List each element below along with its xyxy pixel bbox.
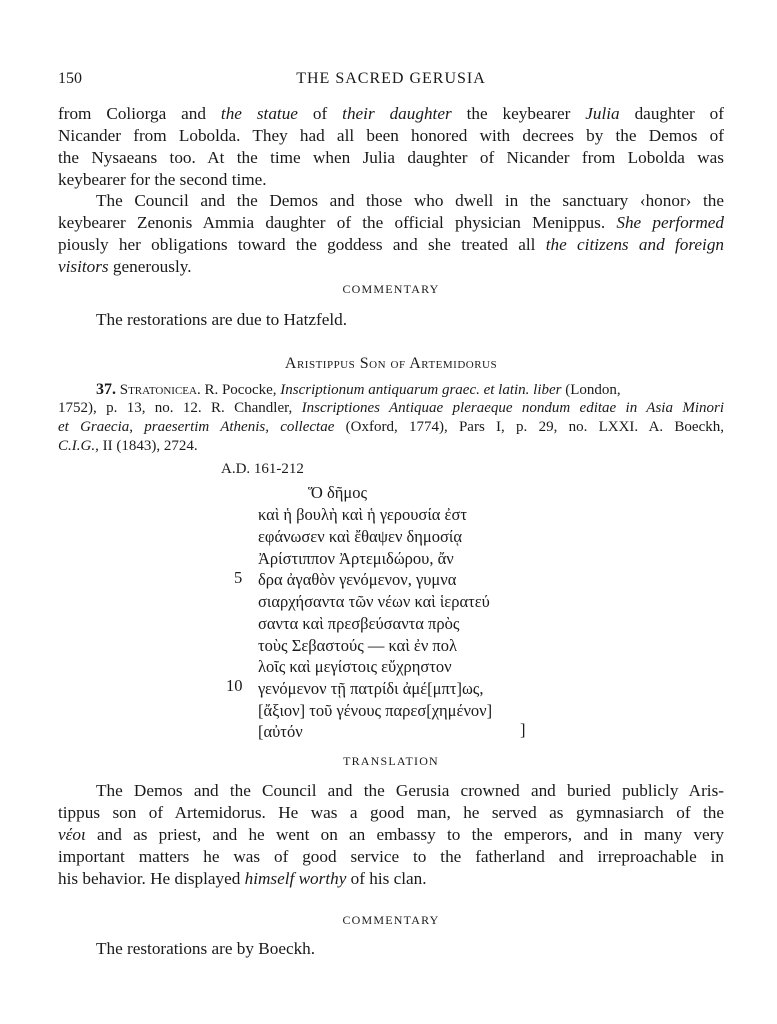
inscription-line: Ἀρίστιππον Ἀρτεμιδώρου, ἄν	[258, 549, 454, 568]
closing-bracket: ]	[520, 720, 526, 739]
para1-line: from Coliorga and the statue of their daughter the keybearer Julia daughter of	[58, 104, 724, 123]
italic-text: their daughter	[342, 104, 452, 123]
page-header	[58, 70, 724, 92]
page-number: 150	[58, 70, 82, 87]
para1-line: Nicander from Lobolda. They had all been honored with decrees by the Demos of	[58, 126, 724, 145]
inscription-line: δρα ἀγαθὸν γενόμενον, γυμνα	[258, 570, 457, 589]
inscription-line: [αὐτόν	[258, 722, 303, 741]
inscription-line: γενόμενον τῇ πατρίδι ἀμέ[μπτ]ως,	[258, 679, 484, 698]
translation-line: important matters he was of good service to the fatherland and irreproachable in	[58, 847, 724, 866]
entry-ref-line: 1752), p. 13, no. 12. R. Chandler, Inscriptiones Antiquae pleraeque nondum editae in Asia Minori	[58, 400, 724, 416]
para2-line: visitors generously.	[58, 257, 192, 276]
entry-ref-text: Stratonicea. R. Pococke, Inscriptionum antiquarum graec. et latin. liber (London,	[119, 382, 621, 398]
inscription-line: Ὅ δῆμος	[308, 483, 367, 502]
line-number: 10	[226, 676, 243, 695]
italic-text: visitors	[58, 257, 109, 276]
running-head: THE SACRED GERUSIA	[296, 70, 486, 87]
commentary-heading: COMMENTARY	[342, 282, 440, 296]
italic-text: himself worthy	[244, 869, 347, 888]
italic-text: Inscriptionum antiquarum graec. et latin. liber	[280, 382, 562, 398]
inscription-line: τοὺς Σεβαστούς — καὶ ἐν πολ	[258, 636, 457, 655]
italic-text: et Graecia, praesertim Athenis, collectae	[58, 419, 335, 435]
smallcaps-text: Stratonicea.	[119, 382, 201, 398]
inscription-line: λοῖς καὶ μεγίστοις εὔχρηστον	[258, 657, 452, 676]
entry-ref-line: et Graecia, praesertim Athenis, collectae (Oxford, 1774), Pars I, p. 29, no. LXXI. A. Boeckh,	[58, 419, 725, 435]
para2-line: piously her obligations toward the goddess and she treated all the citizens and foreign	[58, 235, 725, 254]
italic-text: νέοι	[58, 825, 86, 844]
translation-line: his behavior. He displayed himself worthy of his clan.	[58, 869, 427, 888]
inscription-line: καὶ ἡ βουλὴ καὶ ἡ γερουσία ἐστ	[258, 505, 467, 524]
para2-line: keybearer Zenonis Ammia daughter of the official physician Menippus. She performed	[58, 213, 724, 232]
italic-text: Inscriptiones Antiquae pleraeque nondum editae in Asia Minori	[301, 400, 724, 416]
translation-line: tippus son of Artemidorus. He was a good man, he served as gymnasiarch of the	[58, 803, 724, 822]
section-title: Aristippus Son of Artemidorus	[284, 355, 498, 372]
italic-text: the citizens and foreign	[545, 235, 725, 254]
inscription-line: σιαρχήσαντα τῶν νέων καὶ ἱερατεύ	[258, 592, 490, 611]
inscription-line: [ἄξιον] τοῦ γένους παρεσ[χημένον]	[258, 701, 493, 720]
translation-line: νέοι and as priest, and he went on an embassy to the emperors, and in many very	[58, 825, 724, 844]
para1-line: keybearer for the second time.	[58, 170, 267, 189]
entry-ref-line: C.I.G., II (1843), 2724.	[58, 438, 198, 454]
para1-line: the Nysaeans too. At the time when Julia daughter of Nicander from Lobolda was	[58, 148, 724, 167]
commentary-text: The restorations are due to Hatzfeld.	[96, 310, 348, 329]
italic-text: the statue	[220, 104, 298, 123]
document-page	[58, 0, 724, 1024]
inscription-date	[221, 461, 304, 478]
line-number: 5	[234, 568, 243, 587]
para2-line: The Council and the Demos and those who dwell in the sanctuary ‹honor› the	[96, 191, 724, 210]
italic-text: Julia	[585, 104, 620, 123]
date-text: A.D. 161-212	[221, 461, 304, 477]
translation-line: The Demos and the Council and the Gerusia crowned and buried publicly Aris-	[96, 781, 724, 800]
entry-number: 37.	[96, 381, 116, 398]
commentary-heading: COMMENTARY	[342, 913, 440, 927]
translation-heading: TRANSLATION	[343, 754, 439, 768]
inscription-line: εφάνωσεν καὶ ἔθαψεν δημοσίᾳ	[258, 527, 463, 546]
italic-text: C.I.G.	[58, 438, 96, 454]
inscription-line: σαντα καὶ πρεσβεύσαντα πρὸς	[258, 614, 460, 633]
entry-ref-line-1	[96, 381, 724, 399]
italic-text: She performed	[616, 213, 724, 232]
commentary-text: The restorations are by Boeckh.	[96, 939, 316, 958]
